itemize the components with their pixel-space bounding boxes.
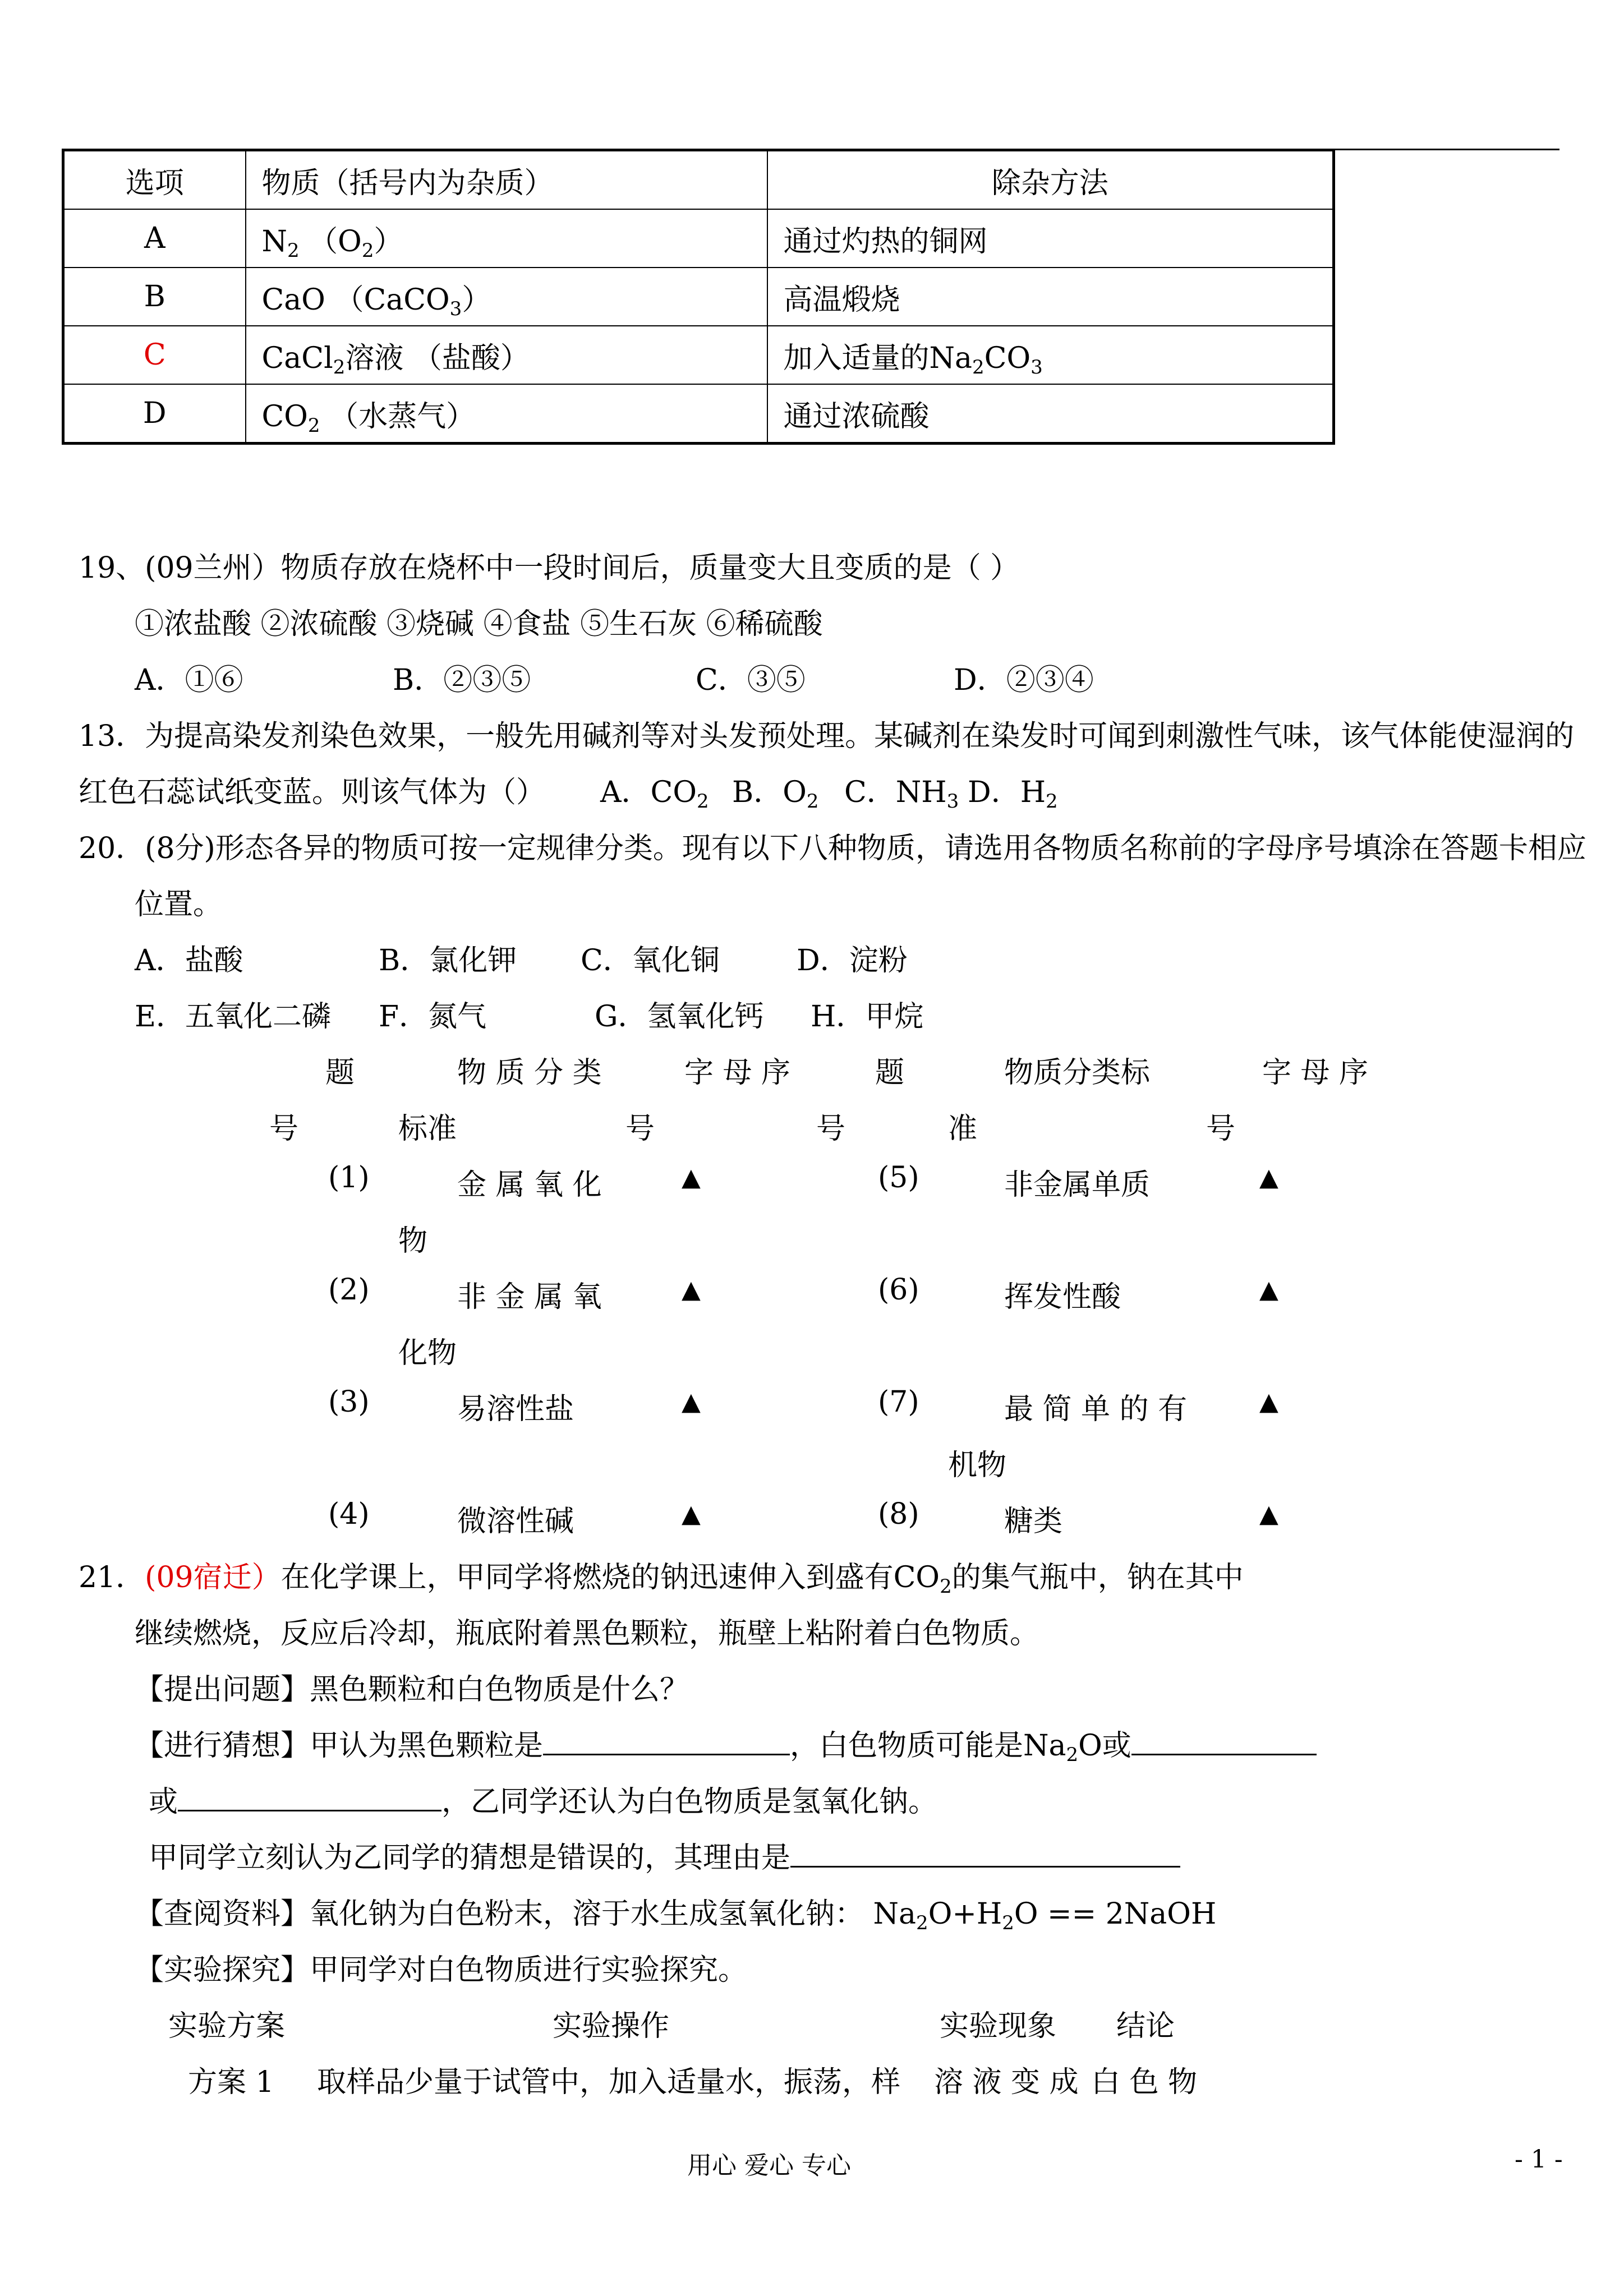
q20-row2-answer: ▲: [682, 1275, 701, 1304]
row-option: D: [63, 384, 246, 444]
q21-line1: 21．(09宿迁）在化学课上，甲同学将燃烧的钠迅速伸入到盛有$CO_2$的集气瓶中，钠在其中: [79, 1561, 1244, 1598]
row-option: B: [63, 268, 246, 326]
q13-prefix: 红色石蕊试纸变蓝。则该气体为（）: [79, 776, 546, 809]
q20-choice-g: G．氢氧化钙: [595, 1000, 764, 1034]
q20-hdr-num-a: 题: [325, 1056, 355, 1090]
q20-hdr-code2-a: 字 母 序: [1262, 1056, 1369, 1090]
q20-choice-b: B．氯化钾: [379, 944, 517, 978]
header-method: 除杂方法: [767, 150, 1334, 210]
purification-table: [62, 149, 1335, 445]
q13-option-a: A．$CO_2$: [600, 776, 709, 813]
q20-hdr-num-b: 号: [269, 1112, 299, 1146]
q20-row3-answer: ▲: [682, 1387, 701, 1416]
q21-plan1: 方案 1: [188, 2066, 274, 2099]
q21-col-op: 实验操作: [553, 2009, 670, 2043]
q20-row2-std: 非 金 属 氧: [457, 1280, 602, 1314]
q13-option-b: B．$O_2$: [732, 776, 819, 813]
q21-col-plan: 实验方案: [168, 2009, 286, 2043]
q20-row4-num: (4): [328, 1497, 370, 1531]
q21-line2: 继续燃烧，反应后冷却，瓶底附着黑色颗粒，瓶壁上粘附着白色物质。: [135, 1617, 1039, 1650]
q21-explore: 【实验探究】甲同学对白色物质进行实验探究。: [135, 1953, 748, 1987]
q20-row3-num: (3): [328, 1385, 370, 1419]
row-method: 高温煅烧: [767, 268, 1334, 326]
q20-hdr-std2-b: 准: [948, 1112, 978, 1146]
row-substance: $CO_2$ （水蒸气）: [246, 384, 767, 444]
q20-row8-std: 糖类: [1004, 1505, 1063, 1538]
table-header-row: [63, 150, 1334, 210]
q21-col-phenomenon: 实验现象: [940, 2009, 1057, 2043]
row-method: 通过浓硫酸: [767, 384, 1334, 444]
q20-hdr-std2-a: 物质分类标: [1004, 1056, 1151, 1090]
header-substance: 物质（括号内为杂质）: [246, 150, 767, 210]
table-row: [63, 384, 1334, 444]
q20-hdr-std-a: 物 质 分 类: [457, 1056, 602, 1090]
q20-choice-c: C．氧化铜: [581, 944, 720, 978]
q21-source: (09宿迁）: [145, 1561, 281, 1594]
q20-row6-answer: ▲: [1259, 1275, 1278, 1304]
q20-choice-h: H．甲烷: [811, 1000, 924, 1034]
q21-plan1-phenomenon: 溶 液 变 成: [934, 2066, 1079, 2099]
q20-hdr-code-b: 号: [625, 1112, 655, 1146]
q20-line1: 20．(8分)形态各异的物质可按一定规律分类。现有以下八种物质，请选用各物质名称前的字母序号填涂在答题卡相应: [79, 832, 1586, 865]
blank-white-substance-1[interactable]: [1131, 1753, 1317, 1755]
q13-line2: [79, 768, 545, 810]
q21-plan1-conclusion: 白 色 物: [1091, 2066, 1198, 2099]
q20-row4-std: 微溶性碱: [457, 1505, 574, 1538]
q21-number: 21．: [79, 1561, 145, 1594]
q20-hdr-std-b: 标准: [398, 1112, 457, 1146]
q20-hdr-num2-a: 题: [875, 1056, 905, 1090]
q13-option-d: D．$H_2$: [968, 776, 1058, 813]
q19-option-b: B．②③⑤: [393, 663, 531, 697]
q21-guess: 【进行猜想】甲认为黑色颗粒是 ，白色物质可能是$Na_2O$或: [135, 1722, 1317, 1764]
q20-row7-answer: ▲: [1259, 1387, 1278, 1416]
q21-col-conclusion: 结论: [1116, 2009, 1175, 2043]
blank-white-substance-2[interactable]: [178, 1809, 441, 1811]
q20-row7-num: (7): [878, 1385, 919, 1419]
q20-row8-answer: ▲: [1259, 1500, 1278, 1528]
q21-guess-cont: 或 ，乙同学还认为白色物质是氢氧化钠。: [149, 1785, 938, 1819]
q19-stem: 19、(09兰州）物质存放在烧杯中一段时间后，质量变大且变质的是（ ）: [79, 551, 1020, 585]
q21-reason: 甲同学立刻认为乙同学的猜想是错误的，其理由是: [149, 1834, 1180, 1876]
row-option: A: [63, 209, 246, 268]
q20-choice-d: D．淀粉: [797, 944, 908, 978]
footer-motto: 用心 爱心 专心: [687, 2151, 851, 2180]
row-substance: CaCl$_2$溶液 （盐酸）: [246, 326, 767, 384]
q20-row2-num: (2): [328, 1273, 370, 1307]
q20-row3-std: 易溶性盐: [457, 1393, 574, 1426]
q19-option-d: D．②③④: [954, 663, 1094, 697]
page-number: - 1 -: [1515, 2145, 1563, 2174]
row-substance: CaO （CaCO$_3$）: [246, 268, 767, 326]
q21-lookup: 【查阅资料】氧化钠为白色粉末，溶于水生成氢氧化钠： $Na_2O+H_2O$ == 2NaOH: [135, 1897, 1217, 1934]
q20-row7-std-cont: 机物: [948, 1449, 1007, 1482]
row-option-highlighted: C: [63, 326, 246, 384]
q20-hdr-code2-b: 号: [1206, 1112, 1236, 1146]
q19-items: ①浓盐酸 ②浓硫酸 ③烧碱 ④食盐 ⑤生石灰 ⑥稀硫酸: [135, 607, 823, 641]
blank-black-particle[interactable]: [543, 1753, 790, 1755]
q20-row1-num: (1): [328, 1161, 370, 1195]
row-method: 加入适量的$Na_2CO_3$: [767, 326, 1334, 384]
q19-option-a: A．①⑥: [135, 663, 243, 697]
q20-hdr-code-a: 字 母 序: [684, 1056, 791, 1090]
q21-ask: 【提出问题】黑色颗粒和白色物质是什么？: [135, 1673, 689, 1707]
q20-row6-num: (6): [878, 1273, 919, 1307]
q20-row1-answer: ▲: [682, 1163, 701, 1192]
q20-row8-num: (8): [878, 1497, 919, 1531]
q13-option-c: C．$NH_3$: [844, 776, 959, 813]
q20-row5-answer: ▲: [1259, 1163, 1278, 1192]
q21-plan1-op: 取样品少量于试管中，加入适量水，振荡，样: [317, 2066, 901, 2099]
row-substance: $N_2$ $(O_2)$: [246, 209, 767, 268]
q20-line2: 位置。: [135, 888, 223, 921]
q20-row7-std: 最 简 单 的 有: [1004, 1393, 1188, 1426]
row-method: 通过灼热的铜网: [767, 209, 1334, 268]
q20-row2-std-cont: 化物: [398, 1336, 457, 1370]
q13-line1: 13．为提高染发剂染色效果，一般先用碱剂等对头发预处理。某碱剂在染发时可闻到刺激性气味，该气体能使湿润的: [79, 720, 1575, 753]
q20-row1-std-cont: 物: [398, 1224, 428, 1258]
q20-choice-a: A．盐酸: [135, 944, 243, 978]
q20-row4-answer: ▲: [682, 1500, 701, 1528]
blank-reason[interactable]: [790, 1865, 1180, 1868]
q20-row6-std: 挥发性酸: [1004, 1280, 1121, 1314]
table-row: [63, 268, 1334, 326]
q20-choice-e: E．五氧化二磷: [135, 1000, 331, 1034]
q20-row1-std: 金 属 氧 化: [457, 1168, 602, 1202]
q20-row5-std: 非金属单质: [1004, 1168, 1151, 1202]
q20-hdr-num2-b: 号: [816, 1112, 846, 1146]
header-option: 选项: [63, 150, 246, 210]
q20-row5-num: (5): [878, 1161, 919, 1195]
q19-option-c: C．③⑤: [696, 663, 806, 697]
table-row: [63, 326, 1334, 384]
table-row: [63, 209, 1334, 268]
q20-choice-f: F．氮气: [379, 1000, 487, 1034]
